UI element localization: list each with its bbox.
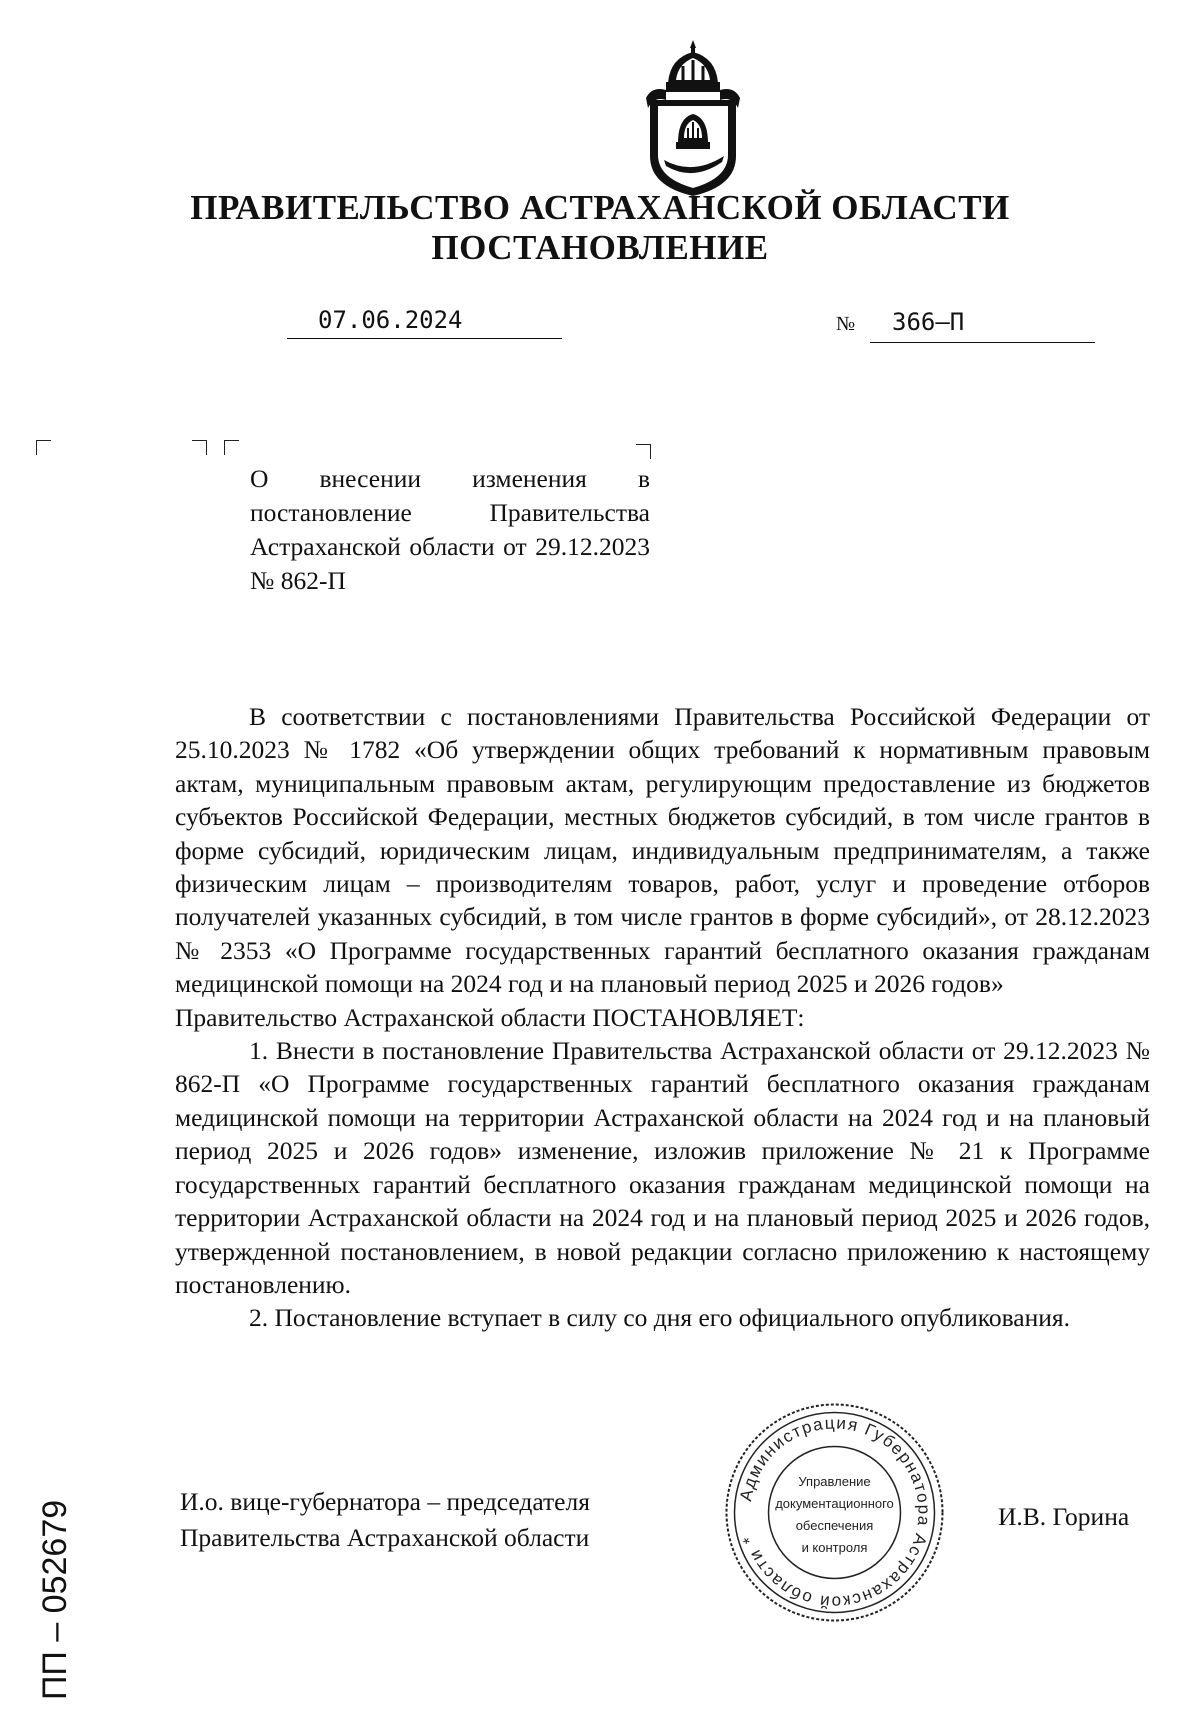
document-subject: О внесении изменения в постановление Правительства Астраханской области от 29.12.2023 № 862-П [250, 464, 650, 595]
corner-mark-left [36, 440, 51, 455]
registration-number-text: ПП – 052679 [36, 1499, 74, 1700]
clause-1: 1. Внести в постановление Правительства Астраханской области от 29.12.2023 № 862-П «О Программе государственных гарантий бесплатного оказания гражданам медицинской помощи на территории Астраханской области на 2024 год и на плановый период 2025 и 2026 годов» изменение, изложив приложение № 21 к Программе государственных гарантий бесплатного оказания гражданам медицинской помощи на территории Астраханской области на 2024 год и на плановый период 2025 и 2026 годов, утвержденной постановлением, в новой редакции согласно приложению к настоящему постановлению. [175, 1036, 1150, 1299]
document-date: 07.06.2024 [318, 306, 463, 334]
signatory-title-line-1: И.о. вице-губернатора – председателя [180, 1487, 590, 1516]
number-sign: № [836, 313, 856, 335]
signatory-name: И.В. Горина [998, 1502, 1130, 1531]
registration-number [28, 1400, 88, 1700]
stamp-center-line-1: Управление [798, 1474, 871, 1489]
stamp-center-line-2: документационного [775, 1496, 894, 1511]
document-body [175, 700, 1150, 1335]
authority-title: ПРАВИТЕЛЬСТВО АСТРАХАНСКОЙ ОБЛАСТИ [190, 188, 1010, 227]
corner-mark-subject-top-left-a [192, 440, 207, 455]
signatory-title [180, 1484, 590, 1556]
svg-text:Администрация Губернатора Астр [736, 1413, 933, 1611]
clause-2: 2. Постановление вступает в силу со дня его официального опубликования. [249, 1303, 1070, 1333]
document-number: 366–П [892, 308, 965, 336]
signatory-title-line-2: Правительства Астраханской области [180, 1523, 590, 1552]
stamp-center-line-3: обеспечения [795, 1518, 874, 1533]
stamp-ring-text: Администрация Губернатора Астраханской области * [736, 1413, 934, 1612]
corner-mark-subject-top-right [636, 444, 651, 459]
corner-mark-subject-top-left-b [224, 440, 239, 455]
coat-of-arms-emblem [638, 38, 748, 198]
preamble-paragraph: В соответствии с постановлениями Правительства Российской Федерации от 25.10.2023 № 1782 «Об утверждении общих требований к нормативным правовым актам, муниципальным правовым актам, регулирующим предоставление из бюджетов субъектов Российской Федерации, местных бюджетов субсидий, в том числе грантов в форме субсидий, юридическим лицам, индивидуальным предпринимателям, а также физическим лицам – производителям товаров, работ, услуг и проведение отборов получателей указанных субсидий, в том числе грантов в форме субсидий», от 28.12.2023 № 2353 «О Программе государственных гарантий бесплатного оказания гражданам медицинской помощи на 2024 год и на плановый период 2025 и 2026 годов» [175, 702, 1150, 999]
resolution-statement: Правительство Астраханской области ПОСТАНОВЛЯЕТ: [175, 1002, 805, 1032]
stamp-center-line-4: и контроля [801, 1540, 868, 1555]
document-type-title: ПОСТАНОВЛЕНИЕ [431, 228, 769, 267]
official-stamp [722, 1400, 947, 1625]
